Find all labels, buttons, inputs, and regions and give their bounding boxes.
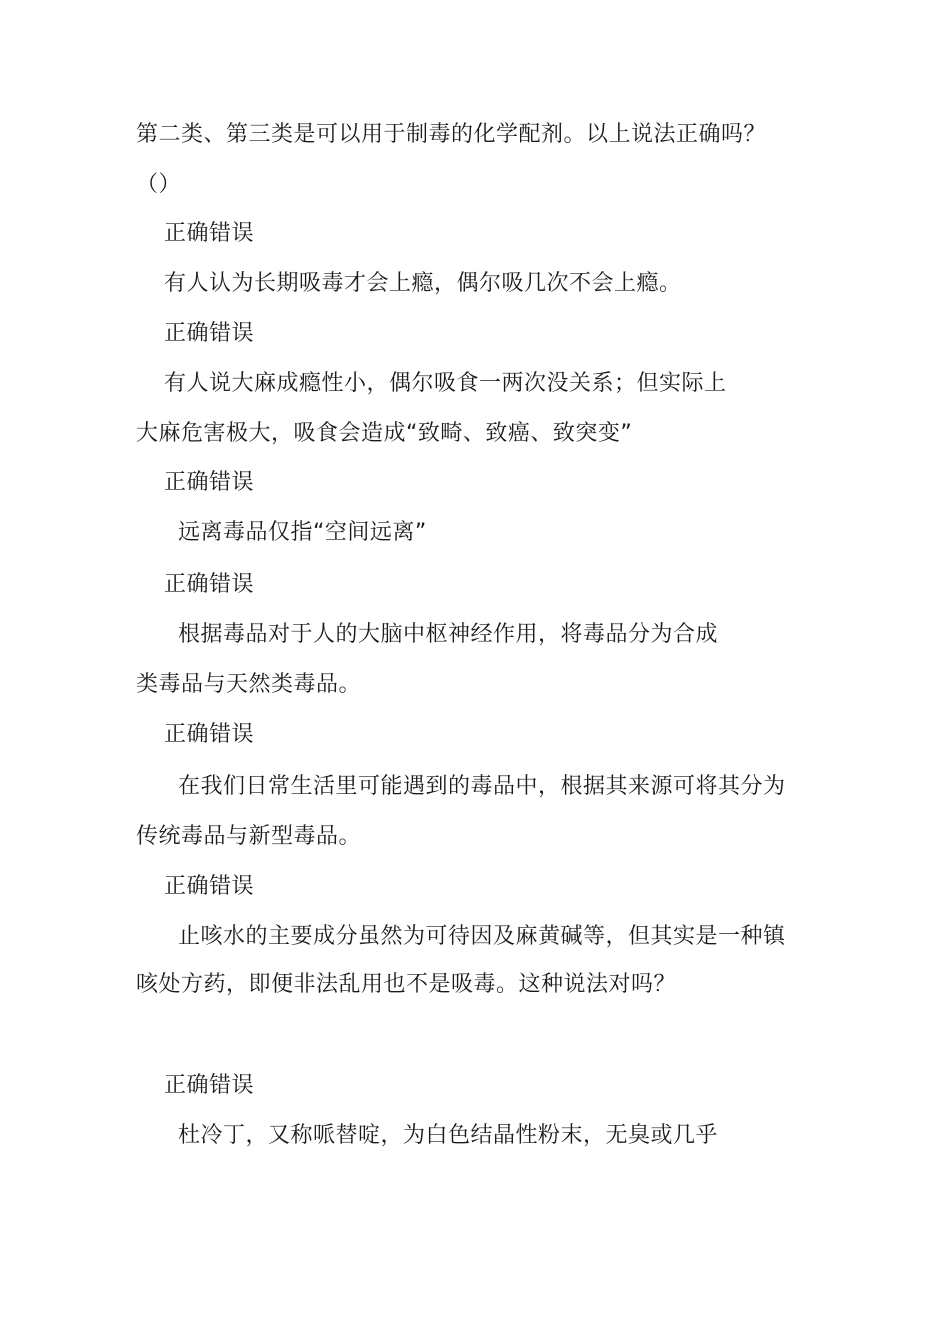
question-1-text-line-1: 第二类、第三类是可以用于制毒的化学配剂。以上说法正确吗？ bbox=[136, 122, 767, 147]
question-3-text-line-2: 大麻危害极大，吸食会造成“致畸、致癌、致突变” bbox=[136, 421, 633, 446]
question-8-text-line-1: 杜冷丁，又称哌替啶，为白色结晶性粉末，无臭或几乎 bbox=[178, 1123, 719, 1148]
question-5-text-line-2: 类毒品与天然类毒品。 bbox=[136, 672, 362, 697]
question-2-options: 正确错误 bbox=[164, 321, 255, 346]
question-7-text-line-1: 止咳水的主要成分虽然为可待因及麻黄碱等，但其实是一种镇 bbox=[178, 924, 786, 949]
question-6-text-line-2: 传统毒品与新型毒品。 bbox=[136, 824, 362, 849]
question-3-options: 正确错误 bbox=[164, 470, 255, 495]
question-4-text: 远离毒品仅指“空间远离” bbox=[178, 520, 427, 545]
question-7-options: 正确错误 bbox=[164, 1073, 255, 1098]
question-6-options: 正确错误 bbox=[164, 874, 255, 899]
question-2-text: 有人认为长期吸毒才会上瘾，偶尔吸几次不会上瘾。 bbox=[164, 271, 682, 296]
question-5-text-line-1: 根据毒品对于人的大脑中枢神经作用，将毒品分为合成 bbox=[178, 622, 719, 647]
question-7-text-line-2: 咳处方药，即便非法乱用也不是吸毒。这种说法对吗？ bbox=[136, 972, 677, 997]
question-1-options: 正确错误 bbox=[164, 221, 255, 246]
question-3-text-line-1: 有人说大麻成瘾性小，偶尔吸食一两次没关系；但实际上 bbox=[164, 371, 727, 396]
question-1-answer-blank: （） bbox=[136, 172, 182, 197]
question-5-options: 正确错误 bbox=[164, 722, 255, 747]
question-4-options: 正确错误 bbox=[164, 572, 255, 597]
question-6-text-line-1: 在我们日常生活里可能遇到的毒品中，根据其来源可将其分为 bbox=[178, 774, 786, 799]
